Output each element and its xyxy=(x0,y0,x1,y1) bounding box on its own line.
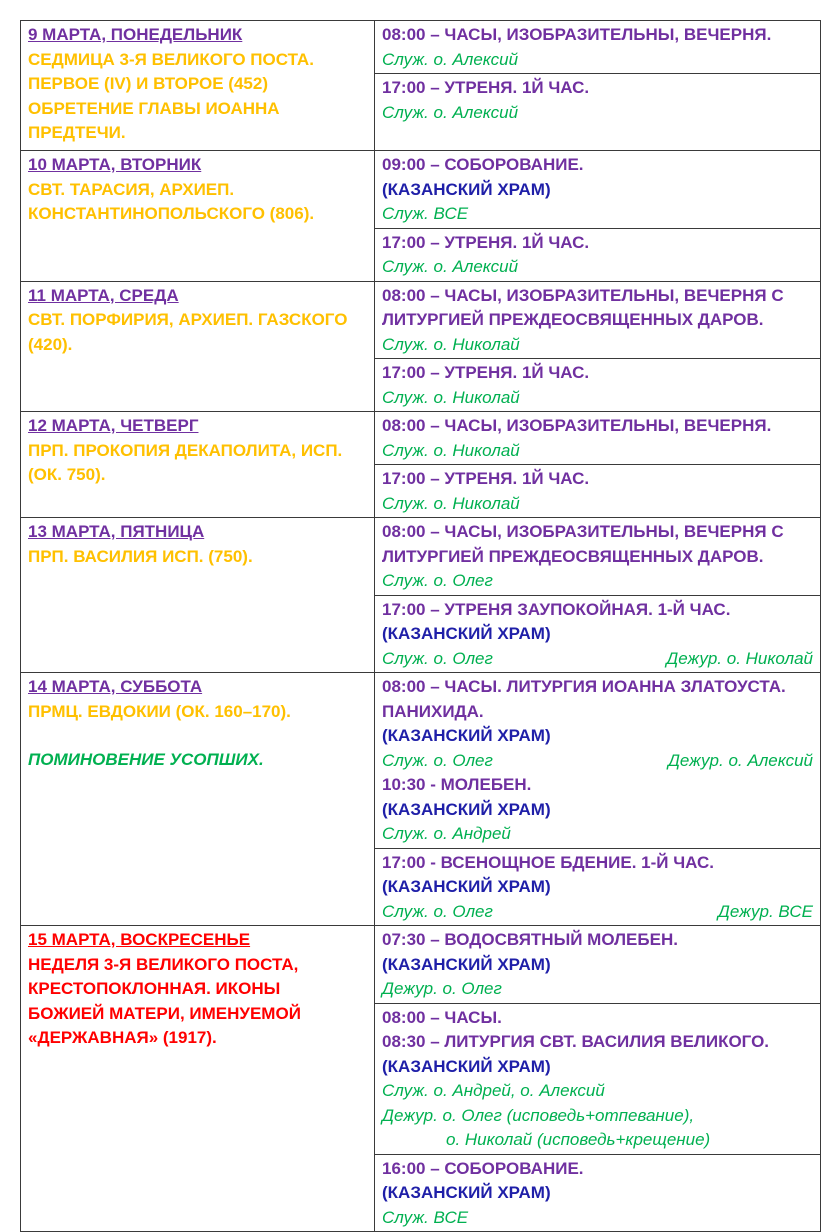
day-row xyxy=(21,21,821,74)
service-clergy: Служ. о. Николай xyxy=(382,440,520,460)
clergy-row xyxy=(382,647,813,672)
service-clergy: Служ. о. Андрей xyxy=(382,824,511,843)
service-title: 17:00 - ВСЕНОЩНОЕ БДЕНИЕ. 1-Й ЧАС. xyxy=(382,852,715,872)
day-info-cell xyxy=(21,281,375,412)
feast-line: ПРП. ВАСИЛИЯ ИСП. (750). xyxy=(28,546,253,566)
day-date: 12 МАРТА, ЧЕТВЕРГ xyxy=(28,416,199,435)
service-title: 09:00 – СОБОРОВАНИЕ. xyxy=(382,155,584,174)
service-clergy: Служ. о. Алексий xyxy=(382,102,519,122)
day-date: 11 МАРТА, СРЕДА xyxy=(28,285,179,305)
service-cell xyxy=(375,228,821,281)
day-row xyxy=(21,151,821,229)
service-clergy: Служ. о. Андрей, о. Алексий xyxy=(382,1081,605,1100)
service-title: 08:00 – ЧАСЫ. ЛИТУРГИЯ ИОАННА ЗЛАТОУСТА. xyxy=(382,677,786,696)
commemoration-note: ПОМИНОВЕНИЕ УСОПШИХ. xyxy=(28,750,264,769)
service-title: 07:30 – ВОДОСВЯТНЫЙ МОЛЕБЕН. xyxy=(382,930,678,949)
service-duty: Дежур. о. Олег xyxy=(382,979,502,998)
service-location: (КАЗАНСКИЙ ХРАМ) xyxy=(382,1056,551,1076)
service-clergy: Служ. ВСЕ xyxy=(382,204,469,223)
service-duty: Дежур. о. Николай xyxy=(666,648,813,668)
clergy-row xyxy=(382,749,813,774)
service-title: 17:00 – УТРЕНЯ. 1Й ЧАС. xyxy=(382,469,590,488)
service-cell xyxy=(375,21,821,74)
feast-line: (ОК. 750). xyxy=(28,465,106,484)
service-location: (КАЗАНСКИЙ ХРАМ) xyxy=(382,799,551,819)
service-location: (КАЗАНСКИЙ ХРАМ) xyxy=(382,726,551,745)
day-date: 13 МАРТА, ПЯТНИЦА xyxy=(28,522,205,541)
day-info-cell xyxy=(21,151,375,282)
day-date: 9 МАРТА, ПОНЕДЕЛЬНИК xyxy=(28,25,243,44)
service-cell xyxy=(375,1154,821,1232)
service-cell xyxy=(375,518,821,596)
day-info-cell xyxy=(21,926,375,1232)
service-title: 17:00 – УТРЕНЯ. 1Й ЧАС. xyxy=(382,232,590,252)
feast-line: «ДЕРЖАВНАЯ» (1917). xyxy=(28,1028,217,1047)
service-cell xyxy=(375,673,821,849)
feast-line: ПЕРВОЕ (IV) И ВТОРОЕ (452) xyxy=(28,74,268,93)
feast-line: КОНСТАНТИНОПОЛЬСКОГО (806). xyxy=(28,204,315,223)
day-row xyxy=(21,673,821,849)
service-location: (КАЗАНСКИЙ ХРАМ) xyxy=(382,954,551,974)
feast-line: НЕДЕЛЯ 3-Я ВЕЛИКОГО ПОСТА, xyxy=(28,954,299,974)
service-clergy: Служ. ВСЕ xyxy=(382,1207,469,1227)
day-date: 14 МАРТА, СУББОТА xyxy=(28,677,203,696)
service-clergy: Служ. о. Олег xyxy=(382,750,493,770)
service-cell xyxy=(375,465,821,518)
service-duty: о. Николай (исповедь+крещение) xyxy=(446,1130,711,1149)
service-title: 08:00 – ЧАСЫ, ИЗОБРАЗИТЕЛЬНЫ, ВЕЧЕРНЯ. xyxy=(382,416,772,435)
service-title: 17:00 – УТРЕНЯ ЗАУПОКОЙНАЯ. 1-Й ЧАС. xyxy=(382,599,731,619)
feast-line: КРЕСТОПОКЛОННАЯ. ИКОНЫ xyxy=(28,979,281,998)
feast-line: ОБРЕТЕНИЕ ГЛАВЫ ИОАННА xyxy=(28,98,280,118)
service-location: (КАЗАНСКИЙ ХРАМ) xyxy=(382,877,551,896)
schedule-sheet xyxy=(20,20,821,1232)
service-title: 08:00 – ЧАСЫ, ИЗОБРАЗИТЕЛЬНЫ, ВЕЧЕРНЯ. xyxy=(382,25,772,44)
service-title: 17:00 – УТРЕНЯ. 1Й ЧАС. xyxy=(382,78,590,97)
service-location: (КАЗАНСКИЙ ХРАМ) xyxy=(382,624,551,643)
clergy-row xyxy=(382,900,813,925)
service-cell xyxy=(375,151,821,229)
day-row xyxy=(21,518,821,596)
schedule-table xyxy=(20,20,821,1232)
service-cell xyxy=(375,412,821,465)
service-title: ЛИТУРГИЕЙ ПРЕЖДЕОСВЯЩЕННЫХ ДАРОВ. xyxy=(382,546,764,566)
service-title: 08:00 – ЧАСЫ, ИЗОБРАЗИТЕЛЬНЫ, ВЕЧЕРНЯ С xyxy=(382,285,784,305)
day-info-cell xyxy=(21,518,375,673)
service-location: (КАЗАНСКИЙ ХРАМ) xyxy=(382,1183,551,1202)
service-clergy: Служ. о. Алексий xyxy=(382,49,519,69)
service-cell xyxy=(375,595,821,673)
service-duty: Дежур. о. Алексий xyxy=(667,750,813,770)
service-duty: Дежур. о. Олег (исповедь+отпевание), xyxy=(382,1105,695,1125)
service-cell xyxy=(375,359,821,412)
day-row xyxy=(21,412,821,465)
service-title: 08:00 – ЧАСЫ, ИЗОБРАЗИТЕЛЬНЫ, ВЕЧЕРНЯ С xyxy=(382,522,784,541)
service-clergy: Служ. о. Николай xyxy=(382,387,520,407)
service-title: ПАНИХИДА. xyxy=(382,701,484,721)
service-title: 08:30 – ЛИТУРГИЯ СВТ. ВАСИЛИЯ ВЕЛИКОГО. xyxy=(382,1032,770,1051)
service-clergy: Служ. о. Николай xyxy=(382,334,520,354)
feast-line: СВТ. ТАРАСИЯ, АРХИЕП. xyxy=(28,179,235,199)
service-cell xyxy=(375,281,821,359)
service-title: 10:30 - МОЛЕБЕН. xyxy=(382,775,532,794)
service-title: 16:00 – СОБОРОВАНИЕ. xyxy=(382,1158,584,1178)
feast-line: ПРМЦ. ЕВДОКИИ (ОК. 160–170). xyxy=(28,701,291,721)
feast-line: ПРП. ПРОКОПИЯ ДЕКАПОЛИТА, ИСП. xyxy=(28,440,343,460)
service-clergy: Служ. о. Олег xyxy=(382,648,493,668)
day-row xyxy=(21,281,821,359)
feast-line: (420). xyxy=(28,334,73,354)
service-duty: Дежур. ВСЕ xyxy=(717,901,813,921)
service-clergy: Служ. о. Олег xyxy=(382,901,493,921)
day-info-cell xyxy=(21,673,375,926)
service-title: 08:00 – ЧАСЫ. xyxy=(382,1007,502,1027)
feast-line: БОЖИЕЙ МАТЕРИ, ИМЕНУЕМОЙ xyxy=(28,1003,301,1023)
service-cell xyxy=(375,926,821,1004)
day-date: 15 МАРТА, ВОСКРЕСЕНЬЕ xyxy=(28,930,251,949)
service-cell xyxy=(375,1003,821,1154)
day-row xyxy=(21,926,821,1004)
service-title: 17:00 – УТРЕНЯ. 1Й ЧАС. xyxy=(382,363,590,382)
service-cell xyxy=(375,848,821,926)
feast-line: СВТ. ПОРФИРИЯ, АРХИЕП. ГАЗСКОГО xyxy=(28,310,348,329)
feast-line: СЕДМИЦА 3-Я ВЕЛИКОГО ПОСТА. xyxy=(28,49,314,69)
service-title: ЛИТУРГИЕЙ ПРЕЖДЕОСВЯЩЕННЫХ ДАРОВ. xyxy=(382,310,764,329)
service-location: (КАЗАНСКИЙ ХРАМ) xyxy=(382,179,551,199)
service-clergy: Служ. о. Алексий xyxy=(382,257,519,276)
day-info-cell xyxy=(21,21,375,151)
service-cell xyxy=(375,74,821,151)
feast-line: ПРЕДТЕЧИ. xyxy=(28,123,126,142)
service-clergy: Служ. о. Николай xyxy=(382,493,520,513)
day-date: 10 МАРТА, ВТОРНИК xyxy=(28,155,202,174)
service-clergy: Служ. о. Олег xyxy=(382,571,493,590)
day-info-cell xyxy=(21,412,375,518)
